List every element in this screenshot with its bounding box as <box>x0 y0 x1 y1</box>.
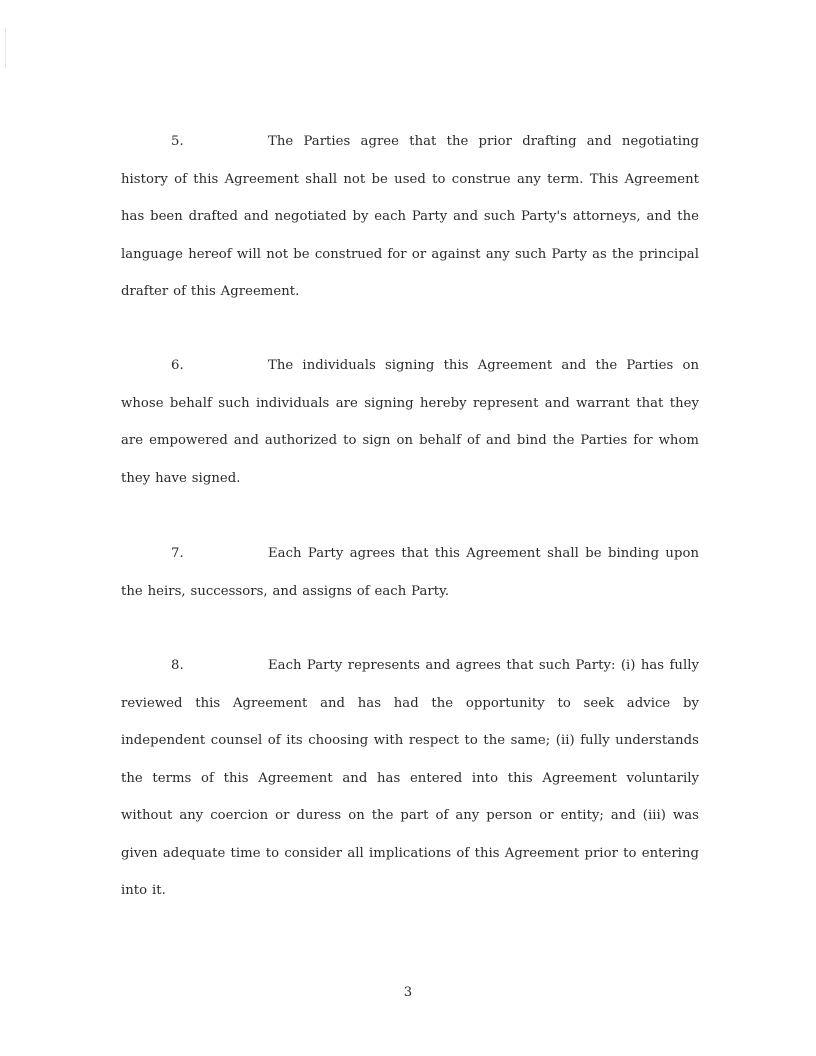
paragraph-text: The Parties agree that the prior drafting and negotiating history of this Agreement shall not be used to construe any term. This Agreement has been drafted and negotiated by each Party and such Party's attorneys, and the language hereof will not be construed for or against any such Party as the principal drafter of this Agreement. <box>121 134 699 299</box>
paragraph-number: 8. <box>171 658 184 673</box>
paragraph-7 <box>121 535 699 610</box>
page-number: 3 <box>403 985 413 1000</box>
paragraph-6 <box>121 347 699 497</box>
paragraph-number: 7. <box>171 546 184 561</box>
paragraph-text: Each Party represents and agrees that such Party: (i) has fully reviewed this Agreement and has had the opportunity to seek advice by independent counsel of its choosing with respect to the same; (ii) fully understands the terms of this Agreement and has entered into this Agreement voluntarily without any coercion or duress on the part of any person or entity; and (iii) was given adequate time to consider all implications of this Agreement prior to entering into it. <box>121 658 699 898</box>
paragraph-8 <box>121 647 699 910</box>
paragraph-text: Each Party agrees that this Agreement shall be binding upon the heirs, successors, and assigns of each Party. <box>121 546 699 599</box>
paragraph-5 <box>121 123 699 311</box>
paragraph-number: 5. <box>171 134 184 149</box>
paragraph-text: The individuals signing this Agreement and the Parties on whose behalf such individuals are signing hereby represent and warrant that they are empowered and authorized to sign on behalf of and bind the Parties for whom they have signed. <box>121 358 699 486</box>
paragraph-number: 6. <box>171 358 184 373</box>
scan-edge-mark <box>5 28 6 68</box>
